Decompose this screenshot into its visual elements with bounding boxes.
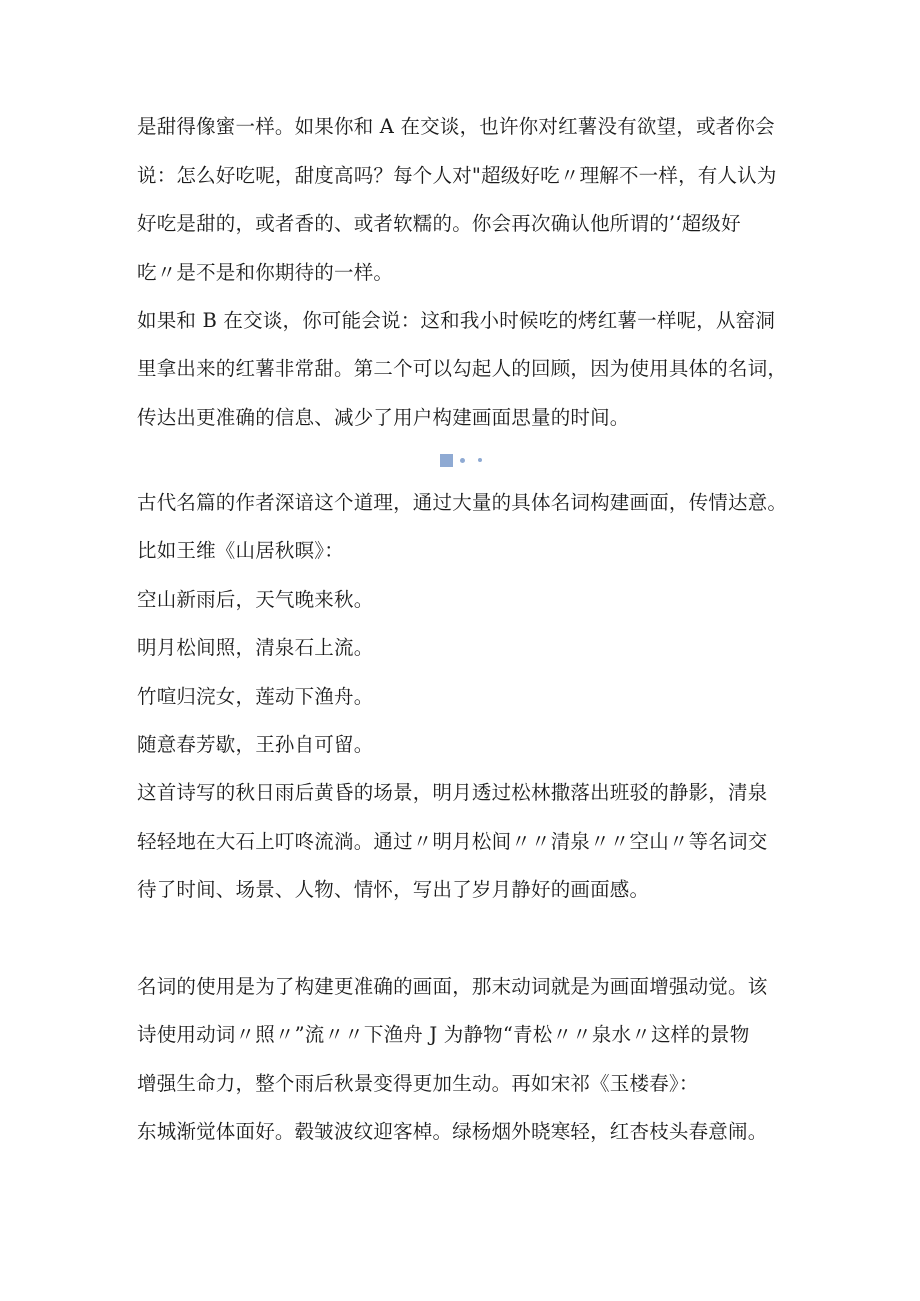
poem-line: 竹喧归浣女，莲动下渔舟。 (137, 685, 374, 708)
separator-dot-icon (478, 458, 482, 462)
paragraph-line: 东城渐觉体面好。毂皱波纹迎客棹。绿杨烟外晓寒轻，红杏枝头春意闹。 (137, 1120, 768, 1143)
poem-line: 随意春芳歇，王孙自可留。 (137, 733, 374, 756)
paragraph-line: 待了时间、场景、人物、情怀，写出了岁月静好的画面感。 (137, 878, 650, 901)
section-separator (440, 453, 482, 467)
paragraph-line: 好吃是甜的，或者香的、或者软糯的。你会再次确认他所谓的’‘超级好 (137, 212, 741, 235)
paragraph-line: 吃〃是不是和你期待的一样。 (137, 261, 394, 284)
paragraph-line: 比如王维《山居秋暝》： (137, 539, 344, 562)
paragraph-line: 传达出更准确的信息、减少了用户构建画面思量的时间。 (137, 406, 630, 429)
paragraph-line: 这首诗写的秋日雨后黄昏的场景，明月透过松林撒落出班驳的静影，清泉 (137, 781, 768, 804)
separator-square-icon (440, 454, 453, 467)
paragraph-line: 是甜得像蜜一样。如果你和 A 在交谈，也许你对红薯没有欲望，或者你会 (137, 115, 775, 138)
separator-dot-icon (460, 458, 465, 463)
paragraph-line: 轻轻地在大石上叮咚流淌。通过〃明月松间〃〃清泉〃〃空山〃等名词交 (137, 830, 768, 853)
paragraph-line: 古代名篇的作者深谙这个道理，通过大量的具体名词构建画面，传情达意。 (137, 491, 788, 514)
poem-line: 空山新雨后，天气晚来秋。 (137, 588, 374, 611)
paragraph-line: 里拿出来的红薯非常甜。第二个可以勾起人的回顾，因为使用具体的名词， (137, 357, 788, 380)
paragraph-line: 诗使用动词〃照〃”流〃〃下渔舟 J 为静物“青松〃〃泉水〃这样的景物 (137, 1023, 750, 1046)
paragraph-line: 说：怎么好吃呢，甜度高吗？每个人对"超级好吃〃理解不一样，有人认为 (137, 164, 777, 187)
paragraph-line: 名词的使用是为了构建更准确的画面，那末动词就是为画面增强动觉。该 (137, 975, 768, 998)
paragraph-line: 增强生命力，整个雨后秋景变得更加生动。再如宋祁《玉楼春》： (137, 1072, 699, 1095)
paragraph-line: 如果和 B 在交谈，你可能会说：这和我小时候吃的烤红薯一样呢，从窑洞 (137, 309, 776, 332)
poem-line: 明月松间照，清泉石上流。 (137, 636, 374, 659)
